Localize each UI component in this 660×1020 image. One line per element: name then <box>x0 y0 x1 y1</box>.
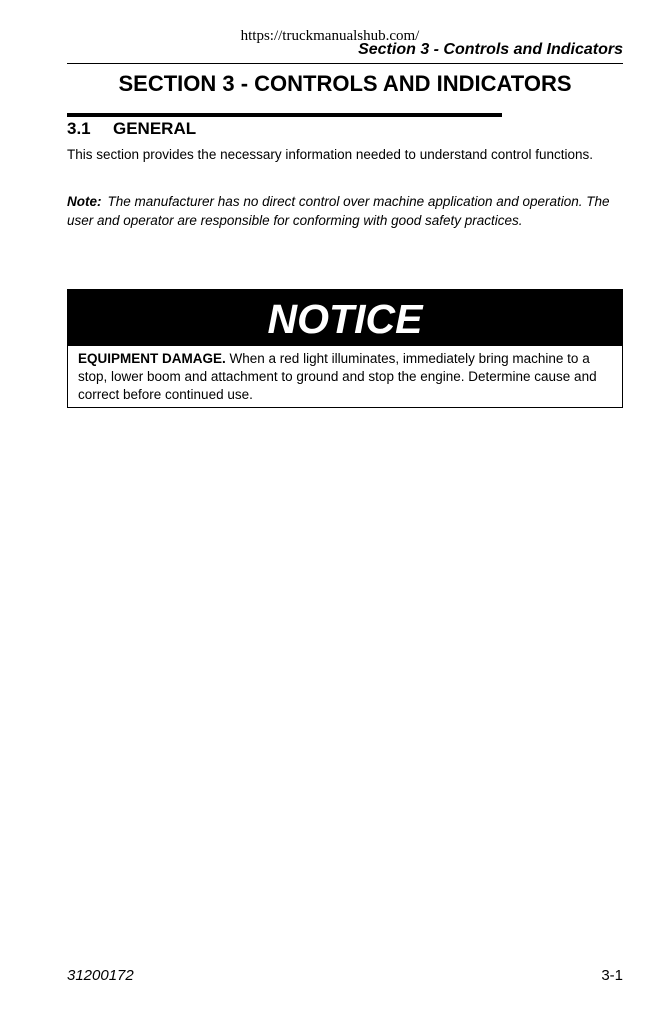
running-header: Section 3 - Controls and Indicators <box>358 41 623 58</box>
note-paragraph <box>67 193 623 230</box>
notice-lead: EQUIPMENT DAMAGE. <box>78 351 226 366</box>
page-number: 3-1 <box>601 967 623 984</box>
source-url: https://truckmanualshub.com/ <box>240 28 420 44</box>
notice-heading: NOTICE <box>68 290 622 346</box>
title-divider <box>67 113 502 117</box>
subsection-title: GENERAL <box>113 119 197 138</box>
document-number: 31200172 <box>67 967 134 984</box>
note-label: Note: <box>67 194 102 209</box>
subsection-number: 3.1 <box>67 119 91 138</box>
general-paragraph: This section provides the necessary information needed to understand control functions. <box>67 147 594 162</box>
notice-box <box>67 289 623 408</box>
subsection-heading <box>67 119 196 139</box>
header-divider <box>67 63 623 64</box>
note-text: The manufacturer has no direct control over machine application and operation. The user and operator are responsible for conforming with good safety practices. <box>67 194 610 228</box>
notice-text: When a red light illuminates, immediately bring machine to a stop, lower boom and attachment to ground and stop the engine. Determine cause and correct before continued use. <box>78 351 597 402</box>
notice-body <box>68 346 622 404</box>
section-title: SECTION 3 - CONTROLS AND INDICATORS <box>118 71 572 96</box>
